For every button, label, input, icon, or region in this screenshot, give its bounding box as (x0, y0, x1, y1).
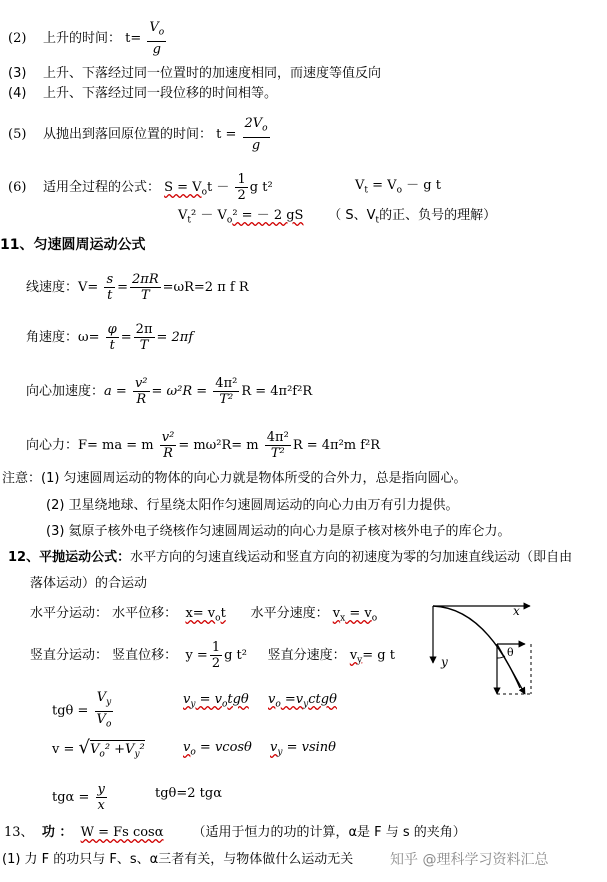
formula-vt: $V_t = V_o - g$ t (355, 178, 441, 196)
angular-velocity: 角速度：ω= $\frac{\varphi}{t}$ = $\frac{2\pi}{T}$ = 2πf (26, 322, 194, 353)
fraction: $\frac{2V_o}{g}$ (244, 116, 268, 153)
y-label: y (441, 655, 448, 669)
note-1: 注意：(1) 匀速圆周运动的物体的向心力就是物体所受的合外力，总是指向圆心。 (2, 471, 467, 486)
item-number: (2) (8, 30, 27, 46)
vy-sin: $v_y = vsin\theta$ (270, 740, 336, 758)
vertical-motion: 竖直分运动： 竖直位移： y = $\frac{1}{2}$ g t² 竖直分速度： $v_y= g$ t (30, 640, 395, 671)
item-4: (4) 上升、下落经过同一段位移的时间相等。 (8, 86, 277, 101)
horizontal-motion: 水平分运动： 水平位移： $x= v_ot$ 水平分速度： $v_x = v_o$ (30, 606, 378, 624)
section-13: 13、 功 ： W = Fs cosα （适用于恒力的功的计算，α是 F 与 s 的夹角） (4, 825, 466, 840)
item-2: (2) 上升的时间： t= $\frac{V_o}{g}$ (8, 20, 165, 57)
linear-velocity: 线速度：V= $\frac{s}{t}$ = $\frac{2\pi R}{T}$ =ωR=2 π f R (26, 272, 249, 303)
section-12-header: 12、平抛运动公式：水平方向的匀速直线运动和竖直方向的初速度为零的匀加速直线运动（即自由 (8, 550, 573, 565)
theta-label: θ (507, 646, 514, 659)
work-note: (1) 力 F 的功只与 F、s、α三者有关，与物体做什么运动无关 (2, 852, 354, 867)
tan-theta: tgθ = $\frac{V_y}{V_o}$ (52, 690, 112, 730)
tan-alpha: tgα = $\frac{y}{x}$ (52, 782, 105, 813)
vy-formula: $v_y = v_otg\theta$ (183, 692, 249, 710)
watermark: 知乎 @理科学习资料汇总 (390, 852, 549, 868)
section-12-desc: 落体运动）的合运动 (30, 576, 148, 591)
note-3: (3) 氦原子核外电子绕核作匀速圆周运动的向心力是原子核对核外电子的库仑力。 (46, 524, 511, 539)
vo-cos: $v_o = vcos\theta$ (183, 740, 252, 758)
item-5: (5) 从抛出到落回原位置的时间： t = $\frac{2V_o}{g}$ (8, 116, 268, 153)
vo-formula: $v_o =v_yctg\theta$ (268, 692, 337, 710)
projectile-diagram (425, 598, 535, 700)
note-2: (2) 卫星绕地球、行星绕太阳作匀速圆周运动的向心力由万有引力提供。 (46, 498, 459, 513)
x-label: x (513, 604, 520, 618)
section-11-title: 11、匀速圆周运动公式 (0, 237, 146, 253)
fraction: $\frac{V_o}{g}$ (149, 20, 165, 57)
centripetal-force: 向心力：F= ma = m $\frac{\text{v²}}{R}$ = mω²R= m $\frac{\text{4π²}}{\text{T²}}$ R = 4π²m f²R (26, 430, 381, 461)
resultant-velocity: $v = √V_o^2 +V_y^2$ (52, 737, 145, 760)
item-3: (3) 上升、下落经过同一位置时的加速度相同，而速度等值反向 (8, 66, 381, 81)
tan-relation: tgθ=2 tgα (155, 786, 222, 801)
centripetal-acceleration: 向心加速度：a = $\frac{\text{v²}}{R}$ = ω²R = $\frac{\text{4π²}}{\text{T²}}$ R = 4π²f²R (26, 376, 313, 407)
formula-vt-squared: $V_t^2 - V_o^2$ = － 2 gS （ S、$V_t$的正、负号的理解） (178, 208, 497, 226)
item-6: (6) 适用全过程的公式： $S = V_ot$ － $\frac{1}{2}$ g t² (8, 172, 273, 203)
